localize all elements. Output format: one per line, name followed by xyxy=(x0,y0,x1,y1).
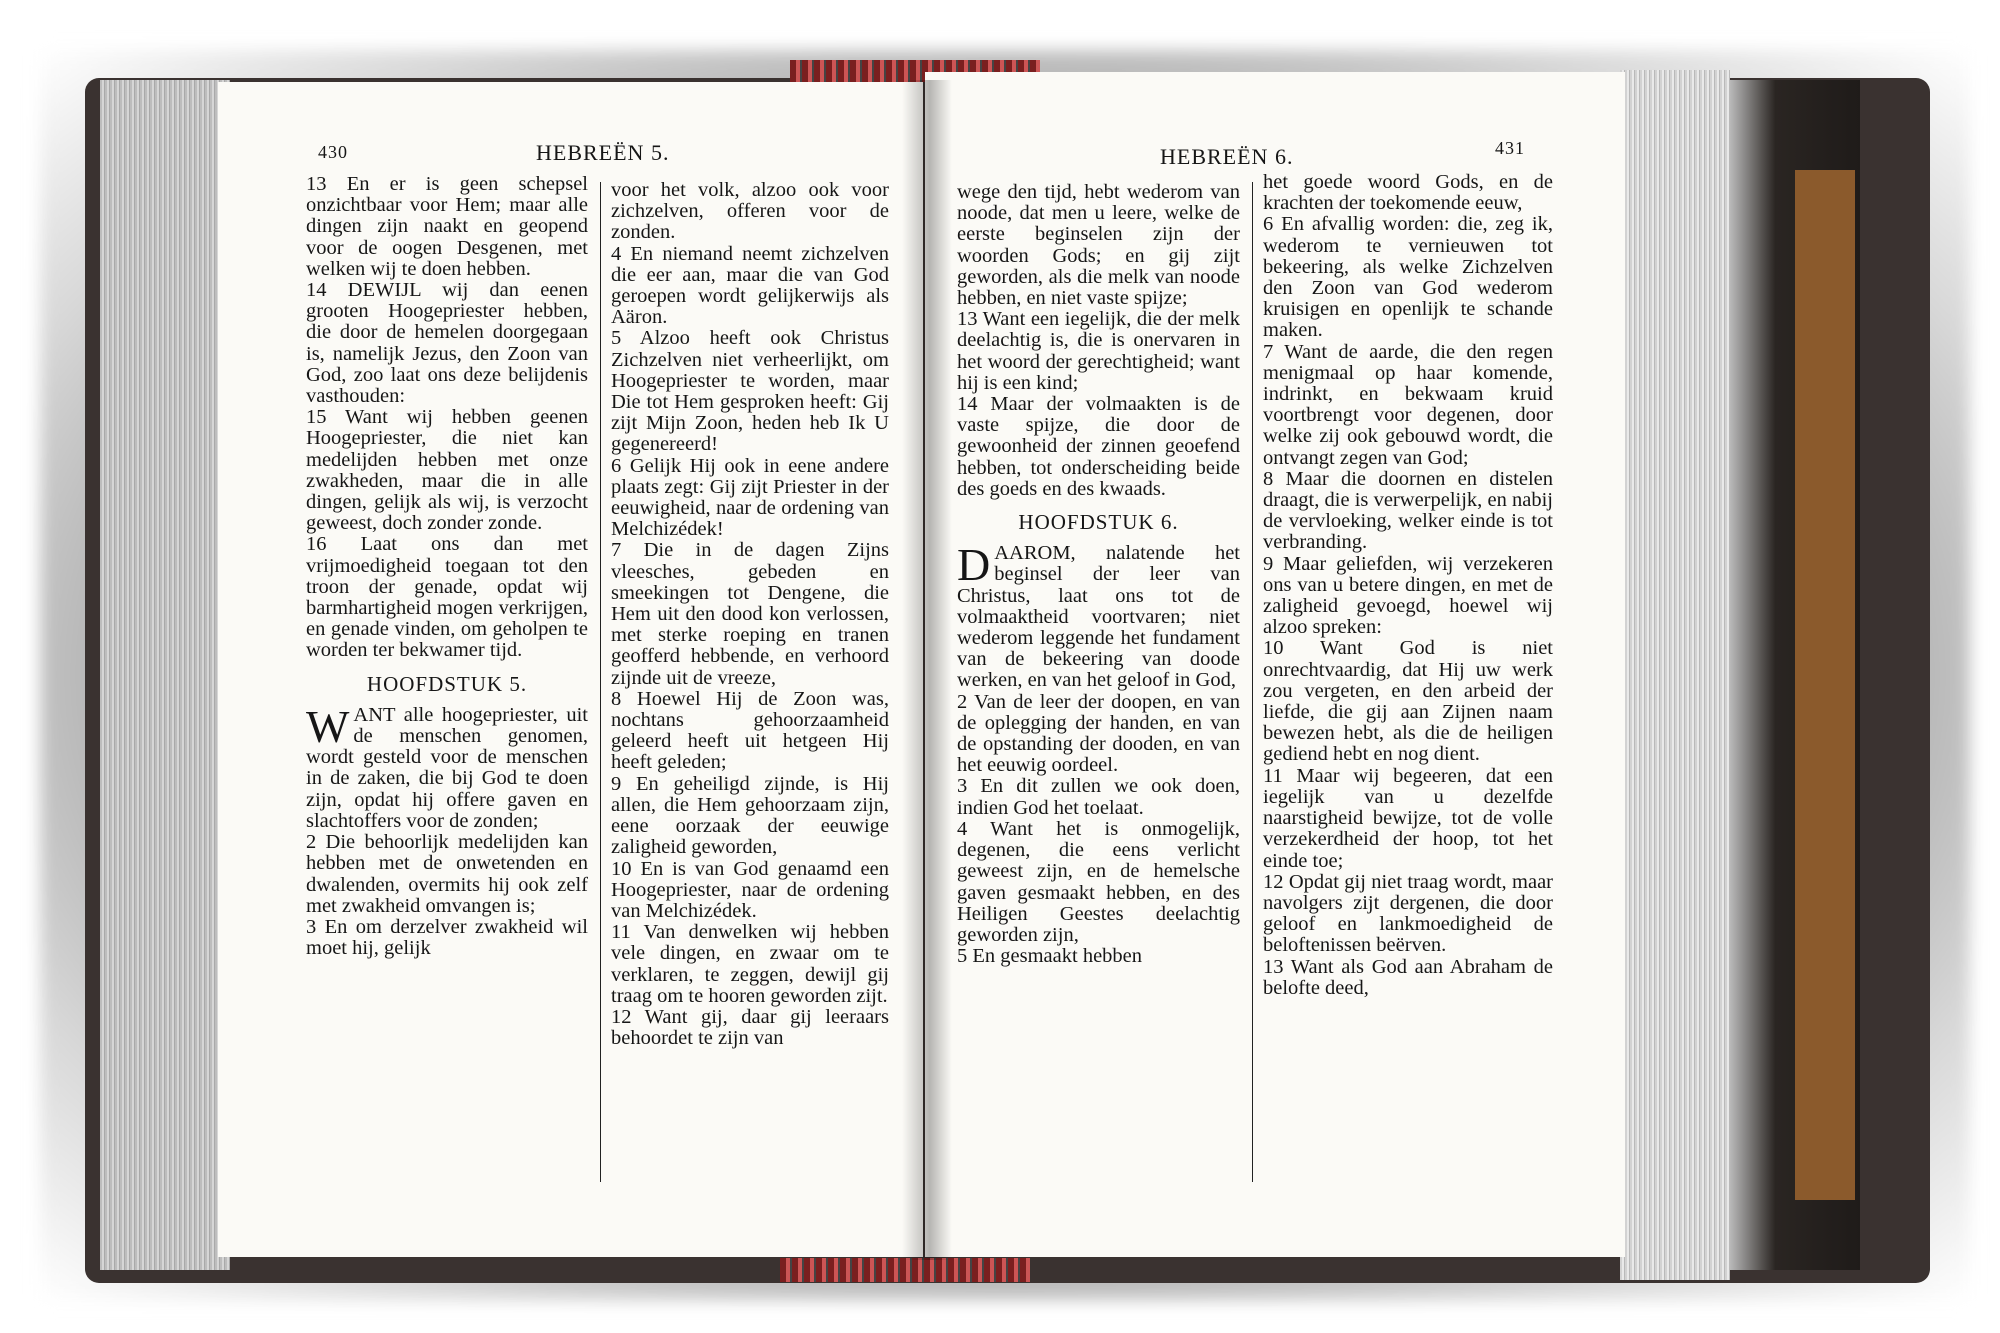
verse-paragraph: 4 Want het is onmogelijk, degenen, die eens verlicht geweest zijn, en de hemelsche gaven gesmaakt hebben, en des Heiligen Geestes deelachtig geworden zijn, xyxy=(957,817,1240,946)
chapter-heading: HOOFDSTUK 5. xyxy=(366,671,528,696)
spine-headband-bottom xyxy=(780,1258,1030,1282)
verse-paragraph: 9 En geheiligd zijnde, is Hij allen, die Hem gehoorzaam zijn, eene oorzaak der eeuwige zaligheid geworden, xyxy=(611,772,889,859)
verse-paragraph: 13 Want een iegelijk, die der melk deelachtig is, die is onervaren in het woord der gerechtigheid; want hij is een kind; xyxy=(957,308,1240,394)
verse-paragraph: 5 En gesmaakt hebben xyxy=(957,945,1143,968)
verse-paragraph: 8 Hoewel Hij de Zoon was, nochtans gehoorzaamheid geleerd heeft uit hetgeen Hij heeft geleden; xyxy=(611,687,889,774)
verse-paragraph: 6 Gelijk Hij ook in eene andere plaats zegt: Gij zijt Priester in der eeuwigheid, naar de ordening van Melchizédek! xyxy=(611,454,889,541)
verse-paragraph: 7 Want de aarde, die den regen menigmaal op haar komende, indrinkt, en bekwaam kruid voortbrengt voor degenen, door welke zij ook gebouwd wordt, die ontvangt zegen van God; xyxy=(1263,340,1553,469)
left-page-edges xyxy=(100,80,230,1270)
right-cover-inset xyxy=(1795,170,1855,1200)
verse-paragraph xyxy=(957,539,1240,692)
verse-paragraph: 5 Alzoo heeft ook Christus Zichzelven niet verheerlijkt, om Hoogepriester te worden, maar Die tot Hem gesproken heeft: Gij zijt Mijn Zoon, heden heb Ik U gegenereerd! xyxy=(611,327,889,456)
left-column-1 xyxy=(306,174,588,959)
verse-paragraph: 11 Van denwelken wij hebben vele dingen, en zwaar om te verklaren, te zeggen, dewijl gij traag om te hooren geworden zijt. xyxy=(611,921,889,1007)
verse-paragraph: 8 Maar die doornen en distelen draagt, die is verwerpelijk, en nabij de vervloeking, welker einde is tot verbranding. xyxy=(1263,467,1553,554)
verse-paragraph: 14 DEWIJL wij dan eenen grooten Hoogepriester hebben, die door de hemelen doorgegaan is, namelijk Jezus, den Zoon van God, zoo laat ons deze belijdenis vasthouden: xyxy=(306,279,588,408)
verse-paragraph: 16 Laat ons dan met vrijmoedigheid toegaan tot den troon der genade, opdat wij barmhartigheid mogen verkrijgen, en genade vinden, om geholpen te worden ter bekwamer tijd. xyxy=(306,533,588,662)
book-gutter xyxy=(902,80,952,1260)
verse-paragraph: 3 En dit zullen we ook doen, indien God het toelaat. xyxy=(957,775,1240,819)
verse-paragraph: 14 Maar der volmaakten is de vaste spijze, die door de gewoonheid der zinnen geoefend hebben, tot onderscheiding beide des goeds en des kwaads. xyxy=(957,393,1240,500)
left-page-number: 430 xyxy=(318,142,348,162)
right-page xyxy=(925,72,1625,1257)
verse-paragraph: het goede woord Gods, en de krachten der toekomende eeuw, xyxy=(1263,171,1553,215)
verse-paragraph: 12 Opdat gij niet traag wordt, maar navolgers zijt dergenen, die door geloof en lankmoedigheid de beloftenissen beërven. xyxy=(1263,870,1553,957)
verse-paragraph xyxy=(306,700,588,832)
verse-paragraph: voor het volk, alzoo ook voor zichzelven, offeren voor de zonden. xyxy=(611,179,889,244)
right-column-rule xyxy=(1252,182,1253,1182)
verse-paragraph: 12 Want gij, daar gij leeraars behoordet te zijn van xyxy=(611,1005,889,1050)
right-column-2 xyxy=(1263,172,1553,999)
verse-paragraph: wege den tijd, hebt wederom van noode, dat men u leere, welke de eerste beginselen zijn der woorden Gods; en gij zijt geworden, als die melk van noode hebben, en niet vaste spijze; xyxy=(957,181,1240,310)
verse-paragraph: 6 En afvallig worden: die, zeg ik, wederom te vernieuwen tot bekeering, als welke Zichzelven den Zoon van God wederom kruisigen en openlijk te schande maken. xyxy=(1263,213,1553,342)
verse-paragraph: 13 Want als God aan Abraham de belofte deed, xyxy=(1263,955,1553,999)
verse-paragraph: 7 Die in de dagen Zijns vleesches, gebeden en smeekingen tot Dengene, die Hem uit den dood kon verlossen, met sterke roeping en tranen geofferd hebbende, en verhoord zijnde uit de vreeze, xyxy=(611,539,889,689)
left-column-rule xyxy=(600,182,601,1182)
verse-paragraph: 3 En om derzelver zwakheid wil moet hij, gelijk xyxy=(306,915,588,960)
right-column-1 xyxy=(957,182,1240,967)
right-page-edges xyxy=(1620,70,1730,1280)
drop-cap: W xyxy=(306,700,350,752)
verse-paragraph: 9 Maar geliefden, wij verzekeren ons van u betere dingen, en met de zaligheid gevoegd, hoewel wij alzoo spreken: xyxy=(1263,552,1553,639)
right-page-number: 431 xyxy=(1495,138,1525,158)
chapter-heading: HOOFDSTUK 6. xyxy=(1018,510,1179,535)
verse-paragraph: 4 En niemand neemt zichzelven die eer aan, maar die van God geroepen wordt gelijkerwijs als Aäron. xyxy=(611,242,889,329)
verse-paragraph: 10 Want God is niet onrechtvaardig, dat Hij uw werk zou vergeten, en den arbeid der liefde, die gij aan Zijnen naam bewezen hebt, als die de heiligen gediend hebt en nog dient. xyxy=(1263,637,1553,766)
verse-paragraph: 11 Maar wij begeeren, dat een iegelijk van u dezelfde naarstigheid bewijze, tot de volle verzekerdheid der hoop, tot het einde toe; xyxy=(1263,764,1553,872)
verse-paragraph: 10 En is van God genaamd een Hoogepriester, naar de ordening van Melchizédek. xyxy=(611,857,889,922)
verse-paragraph: 13 En er is geen schepsel onzichtbaar voor Hem; maar alle dingen zijn naakt en geopend voor de oogen Desgenen, met welken wij te doen hebben. xyxy=(306,173,588,280)
verse-text: AAROM, nalatende het beginsel der leer van Christus, laat ons tot de volmaaktheid voortvaren; niet wederom leggende het fundament van de bekeering van doode werken, en van het geloof in God, xyxy=(957,542,1240,692)
left-page xyxy=(218,82,923,1257)
verse-text: ANT alle hoogepriester, uit de menschen genomen, wordt gesteld voor de menschen in de zaken, die bij God te doen zijn, opdat hij offere gaven en slachtoffers voor de zonden; xyxy=(306,703,588,832)
drop-cap: D xyxy=(957,539,991,591)
right-running-head: HEBREËN 6. xyxy=(1160,144,1294,169)
verse-paragraph: 2 Van de leer der doopen, en van de oplegging der handen, en van de opstanding der dooden, en van het eeuwig oordeel. xyxy=(957,690,1240,777)
left-column-2 xyxy=(611,180,889,1049)
verse-paragraph: 2 Die behoorlijk medelijden kan hebben met de onwetenden en dwalenden, overmits hij ook zelf met zwakheid omvangen is; xyxy=(306,831,588,917)
left-running-head: HEBREËN 5. xyxy=(536,140,670,165)
verse-paragraph: 15 Want wij hebben geenen Hoogepriester, die niet kan medelijden hebben met onze zwakheden, maar die in alle dingen, gelijk als wij, is verzocht geweest, doch zonder zonde. xyxy=(306,406,588,535)
